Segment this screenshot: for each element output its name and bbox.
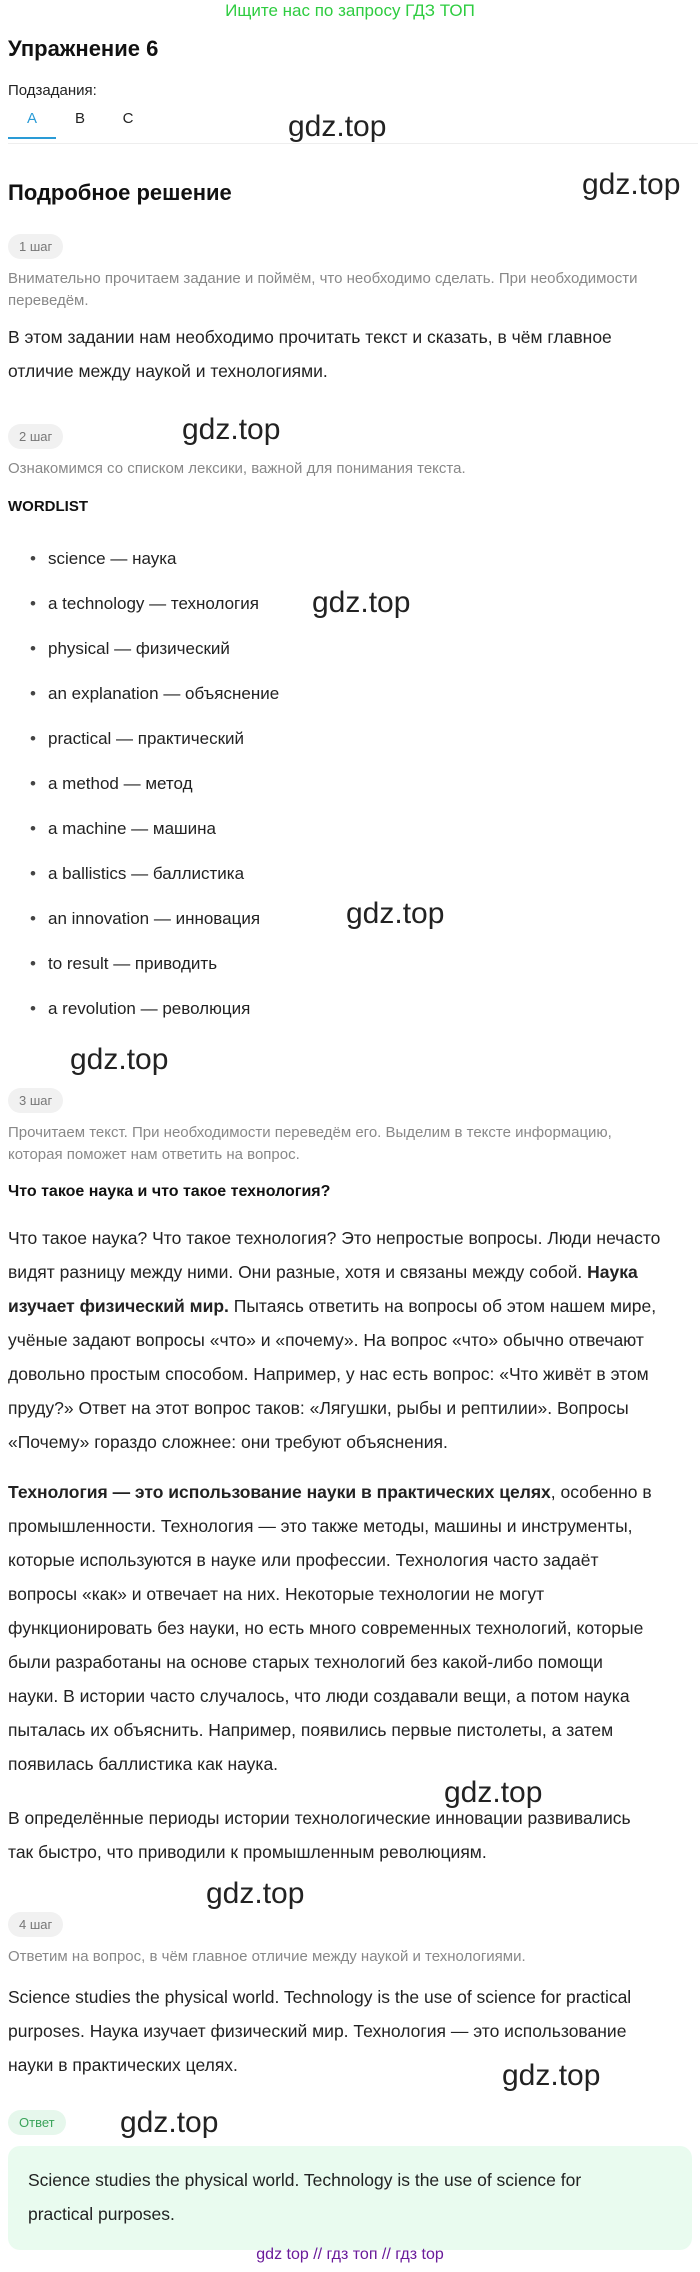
- step-badge-3: 3 шаг: [8, 1088, 63, 1113]
- text-paragraph-1: Что такое наука? Что такое технология? Это непростые вопросы. Люди нечасто видят разницу между ними. Они разные, хотя и связаны между собой. Наука изучает физический мир. Пытаясь ответить на вопросы об этом нашем мире, учёные задают вопросы «что» и «почему». На вопрос «что» обычно отвечают довольно простым способом. Например, у нас есть вопрос: «Что живёт в этом пруду?» Ответ на этот вопрос таков: «Лягушки, рыбы и рептилии». Вопросы «Почему» гораздо сложнее: они требуют объяснения.: [8, 1228, 661, 1452]
- list-item: • a technology — технология: [30, 594, 259, 613]
- list-item: • a ballistics — баллистика: [30, 864, 245, 883]
- top-banner[interactable]: Ищите нас по запросу ГДЗ ТОП: [225, 1, 475, 20]
- answer-badge: Ответ: [8, 2110, 66, 2135]
- watermark: gdz.top: [182, 413, 281, 446]
- watermark: gdz.top: [502, 2059, 601, 2092]
- step-3-note: Прочитаем текст. При необходимости переведём его. Выделим в тексте информацию, которая поможет нам ответить на вопрос.: [8, 1124, 612, 1163]
- list-item: • to result — приводить: [30, 954, 218, 973]
- text-heading: Что такое наука и что такое технология?: [8, 1183, 331, 1200]
- step-4-text: Science studies the physical world. Technology is the use of science for practical purposes. Наука изучает физический мир. Технология — это использование науки в практических целях.: [8, 1987, 632, 2075]
- list-item: • a machine — машина: [30, 819, 216, 838]
- watermark: gdz.top: [312, 586, 411, 619]
- watermark: gdz.top: [70, 1043, 169, 1076]
- exercise-title: Упражнение 6: [8, 36, 159, 61]
- watermark: gdz.top: [288, 110, 387, 143]
- list-item: • practical — практический: [30, 729, 245, 748]
- watermark: gdz.top: [444, 1776, 543, 1809]
- tab-a[interactable]: A: [8, 110, 56, 139]
- tab-c[interactable]: C: [122, 110, 134, 127]
- footer-links[interactable]: gdz top // гдз топ // гдз top: [256, 2246, 444, 2263]
- tab-b[interactable]: B: [74, 110, 85, 127]
- text-paragraph-3: В определённые периоды истории технологические инновации развивались так быстро, что приводили к промышленным революциям.: [8, 1808, 631, 1862]
- step-1-text: В этом задании нам необходимо прочитать текст и сказать, в чём главное отличие между наукой и технологиями.: [8, 327, 612, 381]
- watermark: gdz.top: [582, 168, 681, 201]
- list-item: • an explanation — объяснение: [30, 684, 280, 703]
- list-item: • a method — метод: [30, 774, 193, 793]
- step-badge-2: 2 шаг: [8, 424, 63, 449]
- list-item: • physical — физический: [30, 639, 230, 658]
- step-2-note: Ознакомимся со списком лексики, важной для понимания текста.: [8, 460, 466, 477]
- solution-title: Подробное решение: [8, 180, 232, 205]
- watermark: gdz.top: [206, 1877, 305, 1910]
- list-item: • an innovation — инновация: [30, 909, 261, 928]
- answer-text: Science studies the physical world. Technology is the use of science for practical purposes.: [28, 2170, 582, 2224]
- wordlist-title: WORDLIST: [8, 498, 88, 515]
- list-item: • science — наука: [30, 549, 177, 568]
- step-badge-1: 1 шаг: [8, 234, 63, 259]
- watermark: gdz.top: [346, 897, 445, 930]
- watermark: gdz.top: [120, 2106, 219, 2139]
- step-badge-4: 4 шаг: [8, 1912, 63, 1937]
- list-item: • a revolution — революция: [30, 999, 251, 1018]
- step-4-note: Ответим на вопрос, в чём главное отличие между наукой и технологиями.: [8, 1948, 526, 1965]
- step-1-note: Внимательно прочитаем задание и поймём, что необходимо сделать. При необходимости переведём.: [8, 270, 638, 309]
- subtasks-label: Подзадания:: [8, 82, 97, 99]
- subtask-tabs: [8, 110, 152, 139]
- text-paragraph-2: Технология — это использование науки в практических целях, особенно в промышленности. Технология — это также методы, машины и инструменты, которые используются в науке или профессии. Технология часто задаёт вопросы «как» и отвечает на них. Некоторые технологии не могут функционировать без науки, но есть много современных технологий, которые были разработаны на основе старых технологий без какой-либо помощи науки. В истории часто случалось, что люди создавали вещи, а потом наука пыталась их объяснить. Например, появились первые пистолеты, а затем появилась баллистика как наука.: [8, 1482, 652, 1774]
